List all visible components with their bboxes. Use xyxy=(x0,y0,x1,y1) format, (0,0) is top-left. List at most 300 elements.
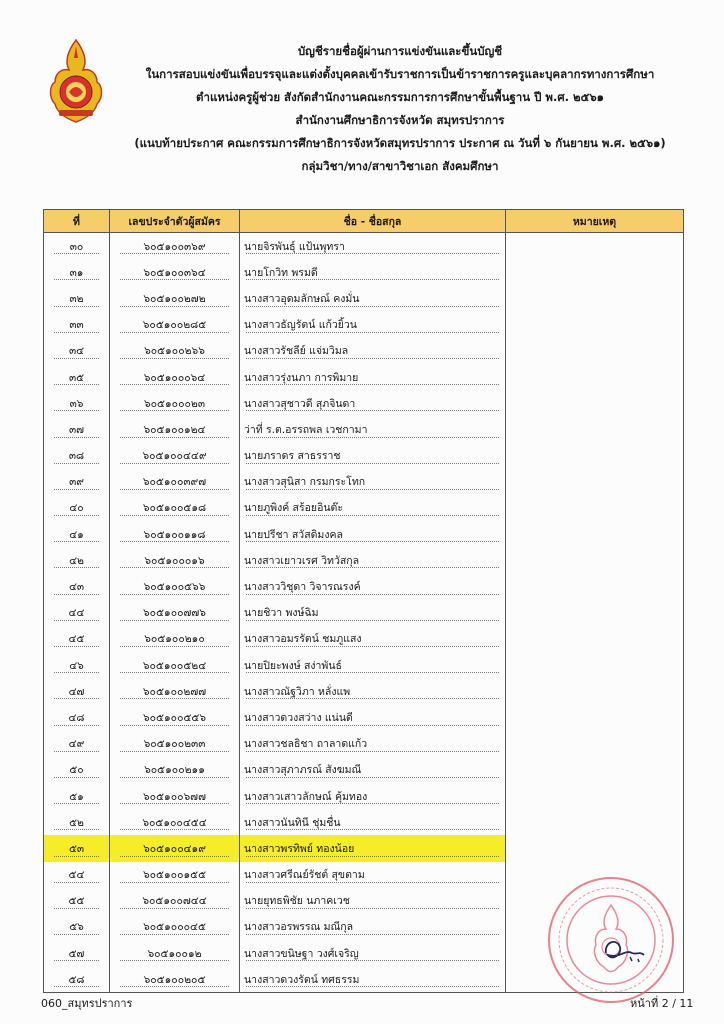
cell-applicant-id xyxy=(110,233,240,260)
dotted-underline xyxy=(54,384,99,385)
cell-applicant-id xyxy=(110,783,240,809)
dotted-underline xyxy=(120,306,229,307)
cell-applicant-id-text: ๖๐๕๑๐๐๕๒๔ xyxy=(142,659,207,672)
cell-no xyxy=(44,888,110,914)
table-row xyxy=(44,521,684,547)
dotted-underline xyxy=(120,908,229,909)
table-header-row xyxy=(44,210,684,233)
dotted-underline xyxy=(246,646,499,647)
cell-no xyxy=(44,914,110,940)
cell-full-name xyxy=(240,940,506,966)
cell-remark xyxy=(506,285,684,311)
dotted-underline xyxy=(54,437,99,438)
dotted-underline xyxy=(120,463,229,464)
cell-full-name xyxy=(240,495,506,521)
cell-remark xyxy=(506,364,684,390)
cell-remark xyxy=(506,626,684,652)
cell-remark xyxy=(506,469,684,495)
dotted-underline xyxy=(120,515,229,516)
cell-remark xyxy=(506,678,684,704)
dotted-underline xyxy=(246,515,499,516)
cell-applicant-id-text: ๖๐๕๑๐๐๐๖๔ xyxy=(143,371,206,384)
cell-no xyxy=(44,364,110,390)
cell-full-name-text: นางสาวพรทิพย์ ทองน้อย xyxy=(244,842,355,855)
cell-full-name-text: นางสาวเสาวลักษณ์ คุ้มทอง xyxy=(244,790,368,803)
cell-no xyxy=(44,704,110,730)
cell-applicant-id xyxy=(110,390,240,416)
cell-full-name-text: นางสาวธัญรัตน์ แก้วยิ้วน xyxy=(244,319,357,332)
cell-applicant-id xyxy=(110,285,240,311)
cell-full-name xyxy=(240,652,506,678)
dotted-underline xyxy=(54,515,99,516)
cell-remark xyxy=(506,731,684,757)
cell-applicant-id-text: ๖๐๕๑๐๐๓๖๔ xyxy=(143,266,206,279)
table-row xyxy=(44,809,684,835)
cell-applicant-id-text: ๖๐๕๑๐๐๖๗๗ xyxy=(143,790,206,803)
cell-applicant-id-text: ๖๐๕๑๐๐๔๔๙ xyxy=(142,450,207,463)
cell-no xyxy=(44,443,110,469)
cell-applicant-id xyxy=(110,966,240,993)
cell-full-name-text: นางสาวอรพรรณ มณีกุล xyxy=(244,921,354,934)
dotted-underline xyxy=(54,777,99,778)
table-row xyxy=(44,652,684,678)
dotted-underline xyxy=(246,960,499,961)
cell-full-name xyxy=(240,783,506,809)
table-row xyxy=(44,312,684,338)
cell-remark xyxy=(506,390,684,416)
dotted-underline xyxy=(54,986,99,987)
cell-applicant-id xyxy=(110,469,240,495)
table-row xyxy=(44,626,684,652)
dotted-underline xyxy=(246,253,499,254)
cell-remark xyxy=(506,600,684,626)
dotted-underline xyxy=(120,934,229,935)
column-header-id: เลขประจำตัวผู้สมัคร xyxy=(110,210,240,233)
dotted-underline xyxy=(120,489,229,490)
dotted-underline xyxy=(120,279,229,280)
cell-remark xyxy=(506,547,684,573)
cell-no xyxy=(44,835,110,861)
cell-applicant-id-text: ๖๐๕๑๐๐๒๘๕ xyxy=(142,319,207,332)
cell-no xyxy=(44,731,110,757)
cell-no-text: ๕๒ xyxy=(69,816,84,829)
cell-no xyxy=(44,285,110,311)
cell-applicant-id xyxy=(110,731,240,757)
cell-full-name-text: นางสาวเยาวเรศ วิทวัสกุล xyxy=(244,554,360,567)
cell-remark xyxy=(506,573,684,599)
dotted-underline xyxy=(246,934,499,935)
dotted-underline xyxy=(120,725,229,726)
cell-full-name xyxy=(240,573,506,599)
cell-no xyxy=(44,626,110,652)
cell-full-name-text: นางสาวดวงรัตน์ ทศธรรม xyxy=(244,973,360,986)
table-row xyxy=(44,338,684,364)
cell-full-name xyxy=(240,888,506,914)
cell-full-name-text: นางสาวดวงสว่าง แน่นดี xyxy=(244,711,353,724)
cell-applicant-id xyxy=(110,443,240,469)
cell-applicant-id xyxy=(110,259,240,285)
cell-full-name-text: นางสาวรุ่งนภา การพิมาย xyxy=(244,371,359,384)
cell-no-text: ๓๑ xyxy=(69,266,84,279)
cell-no-text: ๓๐ xyxy=(69,240,84,253)
cell-remark xyxy=(506,809,684,835)
cell-remark xyxy=(506,835,684,861)
dotted-underline xyxy=(120,594,229,595)
cell-full-name xyxy=(240,547,506,573)
dotted-underline xyxy=(120,777,229,778)
dotted-underline xyxy=(120,856,229,857)
document-header xyxy=(110,40,690,178)
cell-no xyxy=(44,416,110,442)
cell-remark xyxy=(506,312,684,338)
cell-no-text: ๔๑ xyxy=(69,528,84,541)
dotted-underline xyxy=(54,463,99,464)
dotted-underline xyxy=(120,332,229,333)
dotted-underline xyxy=(54,332,99,333)
cell-no xyxy=(44,809,110,835)
cell-full-name-text: นางสาววิชุดา วิจารณรงค์ xyxy=(244,581,361,594)
cell-no xyxy=(44,469,110,495)
cell-no-text: ๓๒ xyxy=(69,292,84,305)
cell-applicant-id-text: ๖๐๕๑๐๐๒๐๕ xyxy=(143,973,206,986)
cell-applicant-id xyxy=(110,862,240,888)
cell-applicant-id-text: ๖๐๕๑๐๐๕๑๘ xyxy=(142,502,207,515)
cell-full-name xyxy=(240,364,506,390)
cell-no-text: ๔๓ xyxy=(68,581,85,594)
dotted-underline xyxy=(246,410,499,411)
cell-full-name-text: นายภูพิงค์ สร้อยอินต๊ะ xyxy=(244,502,344,515)
cell-applicant-id-text: ๖๐๕๑๐๐๑๒ xyxy=(147,947,202,960)
cell-applicant-id-text: ๖๐๕๑๐๐๓๖๙ xyxy=(143,240,206,253)
dotted-underline xyxy=(120,620,229,621)
cell-no xyxy=(44,233,110,260)
dotted-underline xyxy=(120,960,229,961)
cell-applicant-id xyxy=(110,600,240,626)
cell-applicant-id xyxy=(110,914,240,940)
cell-no-text: ๕๑ xyxy=(69,790,84,803)
cell-remark xyxy=(506,259,684,285)
table-row xyxy=(44,495,684,521)
cell-full-name xyxy=(240,914,506,940)
table-row xyxy=(44,416,684,442)
cell-remark xyxy=(506,704,684,730)
cell-applicant-id-text: ๖๐๕๑๐๐๒๓๓ xyxy=(143,738,206,751)
cell-full-name-text: นางสาวอุดมลักษณ์ คงมั่น xyxy=(244,292,360,305)
cell-applicant-id xyxy=(110,940,240,966)
cell-no xyxy=(44,652,110,678)
dotted-underline xyxy=(246,751,499,752)
table-row xyxy=(44,600,684,626)
dotted-underline xyxy=(120,410,229,411)
dotted-underline xyxy=(54,620,99,621)
cell-no-text: ๓๓ xyxy=(69,319,84,332)
cell-applicant-id xyxy=(110,678,240,704)
dotted-underline xyxy=(246,332,499,333)
provincial-office-seal-icon xyxy=(546,875,676,1005)
dotted-underline xyxy=(120,646,229,647)
dotted-underline xyxy=(54,594,99,595)
dotted-underline xyxy=(54,960,99,961)
dotted-underline xyxy=(246,437,499,438)
dotted-underline xyxy=(54,541,99,542)
table-row xyxy=(44,704,684,730)
dotted-underline xyxy=(120,437,229,438)
cell-applicant-id xyxy=(110,809,240,835)
table-row xyxy=(44,757,684,783)
cell-full-name xyxy=(240,704,506,730)
cell-applicant-id-text: ๖๐๕๑๐๐๗๔๔ xyxy=(142,895,207,908)
dotted-underline xyxy=(246,829,499,830)
cell-no xyxy=(44,757,110,783)
cell-applicant-id xyxy=(110,521,240,547)
footer-file-label: 060_สมุทรปราการ xyxy=(41,997,133,1010)
cell-full-name xyxy=(240,835,506,861)
dotted-underline xyxy=(120,882,229,883)
cell-full-name xyxy=(240,626,506,652)
cell-applicant-id-text: ๖๐๕๑๐๐๕๕๖ xyxy=(142,711,207,724)
cell-no-text: ๕๗ xyxy=(68,947,85,960)
cell-full-name-text: นายจิรพันธุ์ แป้นพุทรา xyxy=(244,240,345,253)
cell-no-text: ๔๔ xyxy=(68,607,85,620)
cell-full-name-text: นายยุทธพิชัย นภาคเวช xyxy=(244,895,350,908)
cell-no xyxy=(44,521,110,547)
cell-full-name-text: นายปรีชา สวัสดิมงคล xyxy=(244,528,343,541)
cell-full-name xyxy=(240,312,506,338)
cell-applicant-id xyxy=(110,835,240,861)
dotted-underline xyxy=(246,306,499,307)
dotted-underline xyxy=(120,672,229,673)
dotted-underline xyxy=(120,986,229,987)
cell-no-text: ๕๘ xyxy=(68,973,85,986)
cell-full-name xyxy=(240,600,506,626)
dotted-underline xyxy=(246,567,499,568)
cell-no xyxy=(44,783,110,809)
dotted-underline xyxy=(246,463,499,464)
cell-no-text: ๓๙ xyxy=(69,476,84,489)
dotted-underline xyxy=(246,672,499,673)
dotted-underline xyxy=(120,829,229,830)
dotted-underline xyxy=(246,358,499,359)
cell-applicant-id-text: ๖๐๕๑๐๐๒๑๑ xyxy=(144,764,205,777)
cell-full-name-text: นายโกวิท พรมดี xyxy=(244,266,318,279)
dotted-underline xyxy=(246,620,499,621)
cell-no xyxy=(44,495,110,521)
dotted-underline xyxy=(246,882,499,883)
dotted-underline xyxy=(246,594,499,595)
cell-applicant-id xyxy=(110,757,240,783)
cell-no xyxy=(44,338,110,364)
cell-applicant-id-text: ๖๐๕๑๐๐๒๗๒ xyxy=(143,292,206,305)
cell-applicant-id-text: ๖๐๕๑๐๐๒๖๖ xyxy=(144,345,205,358)
cell-applicant-id xyxy=(110,652,240,678)
cell-full-name-text: นางสาวชลธิชา ถาลาดแก้ว xyxy=(244,738,368,751)
cell-no xyxy=(44,678,110,704)
cell-full-name xyxy=(240,731,506,757)
cell-full-name xyxy=(240,443,506,469)
dotted-underline xyxy=(54,934,99,935)
cell-no-text: ๓๗ xyxy=(68,423,85,436)
cell-applicant-id-text: ๖๐๕๑๐๐๒๑๐ xyxy=(144,633,205,646)
dotted-underline xyxy=(246,489,499,490)
table-row xyxy=(44,678,684,704)
cell-no xyxy=(44,259,110,285)
header-position-line: ตำแหน่งครูผู้ช่วย สังกัดสำนักงานคณะกรรมการการศึกษาขั้นพื้นฐาน ปี พ.ศ. ๒๕๖๑ xyxy=(196,90,604,104)
table-row xyxy=(44,390,684,416)
cell-applicant-id-text: ๖๐๕๑๐๐๑๕๕ xyxy=(142,869,207,882)
table-row xyxy=(44,835,684,861)
header-announcement-line: (แนบท้ายประกาศ คณะกรรมการศึกษาธิการจังหวัดสมุทรปราการ ประกาศ ณ วันที่ ๖ กันยายน พ.ศ. ๒๕๖๑) xyxy=(134,136,666,150)
dotted-underline xyxy=(54,306,99,307)
cell-no-text: ๕๔ xyxy=(68,869,85,882)
cell-applicant-id xyxy=(110,547,240,573)
table-row xyxy=(44,731,684,757)
dotted-underline xyxy=(54,489,99,490)
table-row xyxy=(44,783,684,809)
dotted-underline xyxy=(54,253,99,254)
dotted-underline xyxy=(120,567,229,568)
cell-no xyxy=(44,312,110,338)
dotted-underline xyxy=(54,751,99,752)
cell-no-text: ๔๗ xyxy=(68,685,85,698)
cell-full-name-text: นางสาวขนิษฐา วงศ์เจริญ xyxy=(244,947,359,960)
cell-full-name-text: นายชิวา พงษ์ฉิม xyxy=(244,607,319,620)
cell-full-name-text: นางสาวนันทินี ชุ่มชื่น xyxy=(244,816,341,829)
cell-full-name xyxy=(240,809,506,835)
cell-full-name-text: นางสาวสุนิสา กรมกระโทก xyxy=(244,476,366,489)
cell-applicant-id-text: ๖๐๕๑๐๐๐๒๓ xyxy=(143,397,205,410)
cell-applicant-id-text: ๖๐๕๑๐๐๒๗๗ xyxy=(142,685,207,698)
cell-remark xyxy=(506,416,684,442)
dotted-underline xyxy=(246,803,499,804)
cell-applicant-id-text: ๖๐๕๑๐๐๓๙๗ xyxy=(142,476,207,489)
cell-no-text: ๕๐ xyxy=(69,764,84,777)
dotted-underline xyxy=(120,751,229,752)
cell-no-text: ๔๕ xyxy=(68,633,85,646)
header-exam-line: ในการสอบแข่งขันเพื่อบรรจุและแต่งตั้งบุคคลเข้ารับราชการเป็นข้าราชการครูและบุคลากรทางการศึกษา xyxy=(145,67,655,81)
cell-no-text: ๕๓ xyxy=(68,842,85,855)
cell-no-text: ๓๖ xyxy=(69,397,84,410)
dotted-underline xyxy=(120,253,229,254)
dotted-underline xyxy=(54,410,99,411)
dotted-underline xyxy=(120,803,229,804)
cell-full-name xyxy=(240,416,506,442)
dotted-underline xyxy=(246,986,499,987)
cell-no-text: ๔๘ xyxy=(68,711,85,724)
dotted-underline xyxy=(246,777,499,778)
column-header-remark: หมายเหตุ xyxy=(506,210,684,233)
dotted-underline xyxy=(54,882,99,883)
cell-full-name xyxy=(240,259,506,285)
cell-full-name xyxy=(240,390,506,416)
cell-full-name-text: ว่าที่ ร.ต.อรรถพล เวชกามา xyxy=(244,423,368,436)
cell-applicant-id-text: ๖๐๕๑๐๐๔๕๔ xyxy=(142,816,207,829)
ministry-emblem-icon xyxy=(47,38,105,124)
header-office-line: สำนักงานศึกษาธิการจังหวัด สมุทรปราการ xyxy=(295,113,505,127)
cell-no-text: ๔๐ xyxy=(69,502,84,515)
dotted-underline xyxy=(54,698,99,699)
dotted-underline xyxy=(120,698,229,699)
column-header-no: ที่ xyxy=(44,210,110,233)
cell-full-name-text: นางสาวรัชลีย์ แจ่มวิมล xyxy=(244,345,349,358)
cell-applicant-id-text: ๖๐๕๑๐๐๗๗๖ xyxy=(143,607,206,620)
table-row xyxy=(44,443,684,469)
cell-no xyxy=(44,862,110,888)
cell-remark xyxy=(506,443,684,469)
cell-applicant-id xyxy=(110,573,240,599)
dotted-underline xyxy=(54,829,99,830)
dotted-underline xyxy=(54,672,99,673)
cell-applicant-id-text: ๖๐๕๑๐๐๐๔๕ xyxy=(143,921,206,934)
cell-full-name-text: นายปิยะพงษ์ สง่าพันธ์ xyxy=(244,659,342,672)
table-row xyxy=(44,573,684,599)
dotted-underline xyxy=(54,279,99,280)
header-subject-line: กลุ่มวิชา/ทาง/สาขาวิชาเอก สังคมศึกษา xyxy=(301,159,499,173)
cell-no xyxy=(44,573,110,599)
cell-applicant-id-text: ๖๐๕๑๐๐๑๑๘ xyxy=(143,528,206,541)
table-row xyxy=(44,233,684,260)
cell-full-name-text: นางสาวศรีณย์รัชต์ สุขตาม xyxy=(244,869,365,882)
cell-no-text: ๓๘ xyxy=(68,450,85,463)
cell-full-name xyxy=(240,862,506,888)
cell-full-name xyxy=(240,285,506,311)
cell-applicant-id-text: ๖๐๕๑๐๐๑๒๔ xyxy=(143,423,206,436)
cell-remark xyxy=(506,233,684,260)
cell-full-name-text: นางสาวอมรรัตน์ ชมภูแสง xyxy=(244,633,362,646)
dotted-underline xyxy=(246,908,499,909)
cell-applicant-id xyxy=(110,416,240,442)
cell-no-text: ๓๕ xyxy=(68,371,85,384)
cell-full-name xyxy=(240,521,506,547)
footer-page-number: หน้าที่ 2 / 11 xyxy=(630,997,694,1010)
cell-applicant-id xyxy=(110,704,240,730)
cell-no-text: ๕๕ xyxy=(68,895,85,908)
cell-remark xyxy=(506,338,684,364)
cell-remark xyxy=(506,652,684,678)
dotted-underline xyxy=(246,698,499,699)
dotted-underline xyxy=(54,646,99,647)
cell-no xyxy=(44,940,110,966)
table-row xyxy=(44,285,684,311)
cell-applicant-id-text: ๖๐๕๑๐๐๔๑๙ xyxy=(143,842,206,855)
cell-applicant-id xyxy=(110,364,240,390)
cell-full-name xyxy=(240,757,506,783)
cell-no xyxy=(44,600,110,626)
cell-full-name-text: นางสาวสุชาวดี สุภจินดา xyxy=(244,397,356,410)
cell-no xyxy=(44,390,110,416)
cell-applicant-id-text: ๖๐๕๑๐๐๐๑๖ xyxy=(144,554,205,567)
cell-no-text: ๕๖ xyxy=(69,921,84,934)
table-row xyxy=(44,364,684,390)
dotted-underline xyxy=(54,856,99,857)
cell-applicant-id xyxy=(110,338,240,364)
cell-full-name-text: นางสาวณัฐวิภา หลั่งแพ xyxy=(244,685,351,698)
cell-applicant-id xyxy=(110,495,240,521)
cell-applicant-id xyxy=(110,888,240,914)
dotted-underline xyxy=(246,725,499,726)
cell-full-name xyxy=(240,966,506,993)
dotted-underline xyxy=(246,384,499,385)
table-row xyxy=(44,547,684,573)
cell-remark xyxy=(506,495,684,521)
cell-no-text: ๔๒ xyxy=(69,554,84,567)
cell-full-name-text: นายภราดร สาธรราช xyxy=(244,450,341,463)
header-title: บัญชีรายชื่อผู้ผ่านการแข่งขันและขึ้นบัญชี xyxy=(297,44,503,58)
cell-full-name xyxy=(240,338,506,364)
cell-applicant-id xyxy=(110,626,240,652)
cell-no-text: ๓๔ xyxy=(68,345,85,358)
cell-no-text: ๔๙ xyxy=(68,738,85,751)
dotted-underline xyxy=(54,908,99,909)
